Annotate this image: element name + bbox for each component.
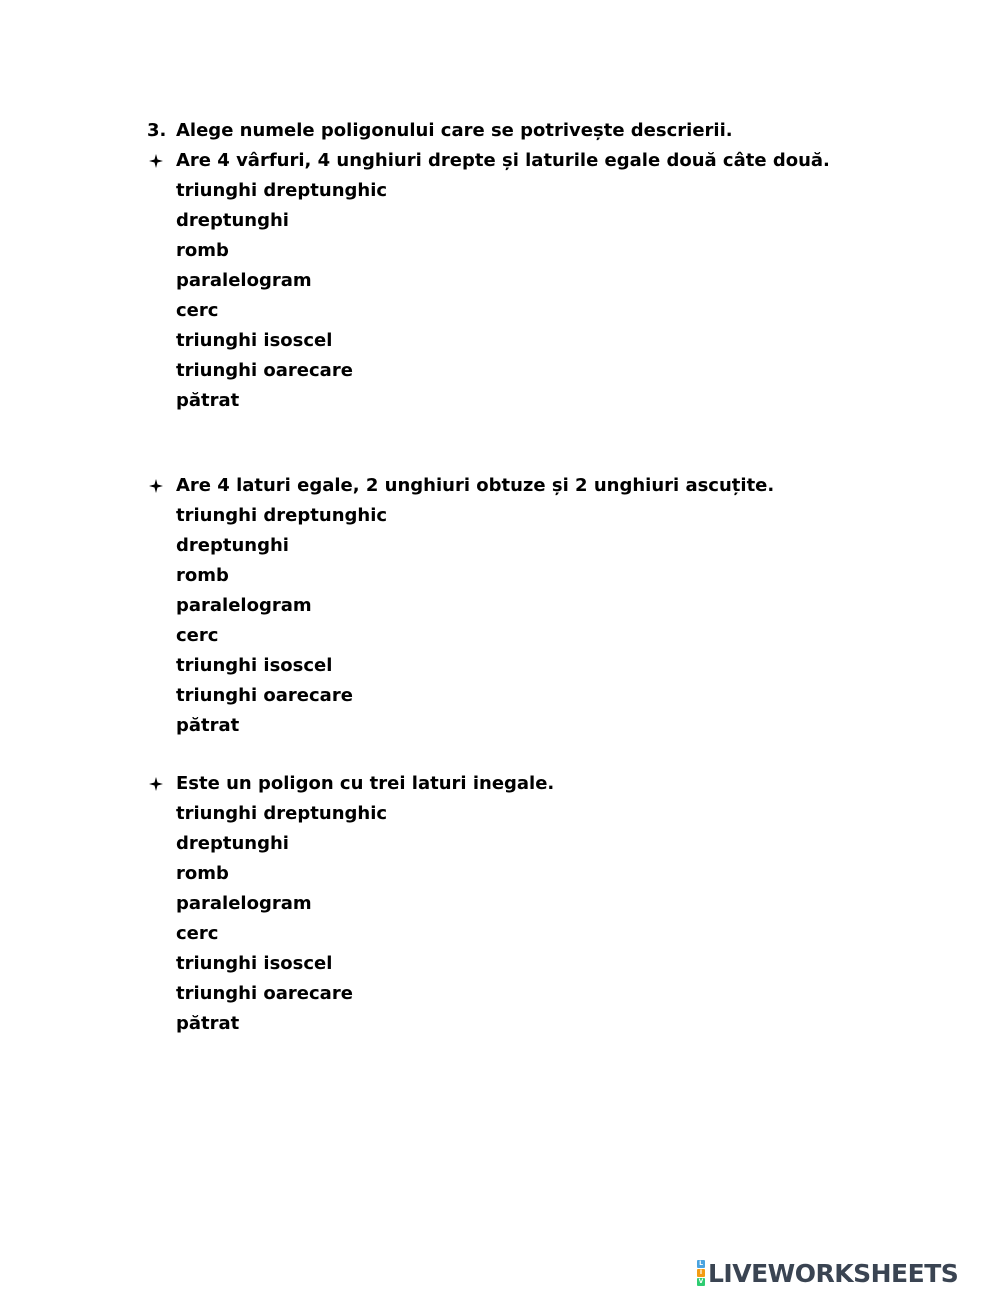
option-dreptunghi[interactable]: dreptunghi: [176, 833, 289, 854]
logo-block-v: V: [698, 1278, 704, 1285]
option-triunghi-oarecare[interactable]: triunghi oarecare: [176, 685, 353, 706]
option-triunghi-isoscel[interactable]: triunghi isoscel: [176, 330, 333, 351]
option-romb[interactable]: romb: [176, 863, 229, 884]
option-triunghi-isoscel[interactable]: triunghi isoscel: [176, 953, 333, 974]
question-title: Alege numele poligonului care se potrivește descrierii.: [176, 120, 733, 141]
item-prompt: Este un poligon cu trei laturi inegale.: [176, 773, 555, 794]
option-triunghi-dreptunghic[interactable]: triunghi dreptunghic: [176, 180, 388, 201]
option-romb[interactable]: romb: [176, 565, 229, 586]
question-number: 3.: [147, 120, 167, 141]
option-triunghi-dreptunghic[interactable]: triunghi dreptunghic: [176, 803, 388, 824]
bullet-diamond-icon: [149, 471, 163, 501]
bullet-diamond-icon: [149, 146, 163, 176]
option-cerc[interactable]: cerc: [176, 300, 219, 321]
option-triunghi-dreptunghic[interactable]: triunghi dreptunghic: [176, 505, 388, 526]
option-romb[interactable]: romb: [176, 240, 229, 261]
option-cerc[interactable]: cerc: [176, 625, 219, 646]
logo-block-i: I: [697, 1269, 705, 1277]
option-triunghi-oarecare[interactable]: triunghi oarecare: [176, 360, 353, 381]
logo-block-l: L: [697, 1260, 705, 1268]
item-prompt: Are 4 laturi egale, 2 unghiuri obtuze și 2 unghiuri ascuțite.: [176, 475, 775, 496]
logo-text: LIVEWORKSHEETS: [708, 1258, 959, 1288]
option-patrat[interactable]: pătrat: [176, 715, 240, 736]
option-paralelogram[interactable]: paralelogram: [176, 595, 312, 616]
option-paralelogram[interactable]: paralelogram: [176, 893, 312, 914]
item-prompt: Are 4 vârfuri, 4 unghiuri drepte și laturile egale două câte două.: [176, 150, 830, 171]
liveworksheets-logo: [697, 1258, 958, 1288]
option-patrat[interactable]: pătrat: [176, 390, 240, 411]
logo-blocks-icon: [697, 1260, 705, 1286]
option-paralelogram[interactable]: paralelogram: [176, 270, 312, 291]
option-dreptunghi[interactable]: dreptunghi: [176, 210, 289, 231]
bullet-diamond-icon: [149, 769, 163, 799]
option-patrat[interactable]: pătrat: [176, 1013, 240, 1034]
option-triunghi-isoscel[interactable]: triunghi isoscel: [176, 655, 333, 676]
option-dreptunghi[interactable]: dreptunghi: [176, 535, 289, 556]
option-cerc[interactable]: cerc: [176, 923, 219, 944]
option-triunghi-oarecare[interactable]: triunghi oarecare: [176, 983, 353, 1004]
